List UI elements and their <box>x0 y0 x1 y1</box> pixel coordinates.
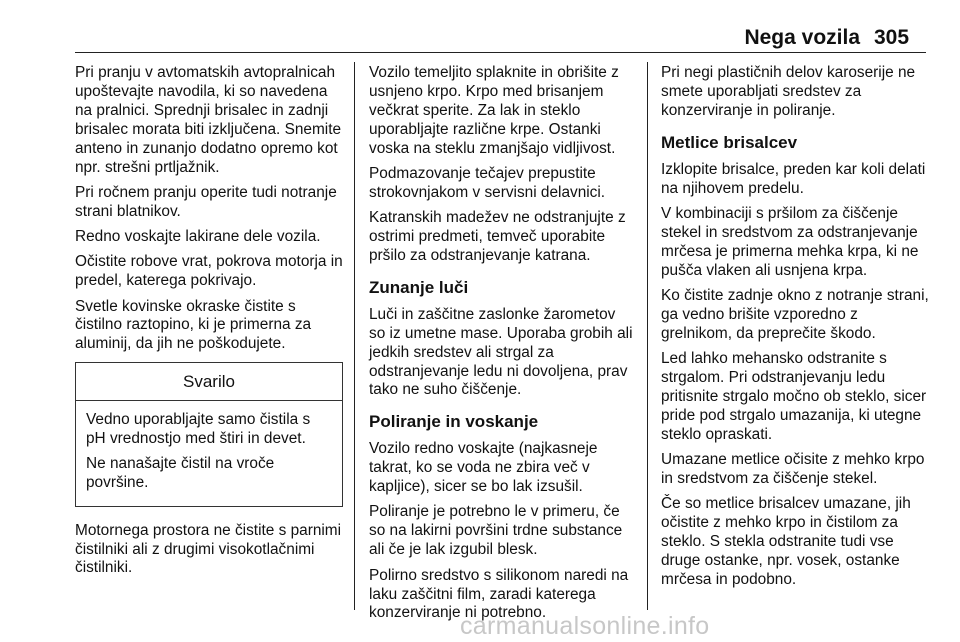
paragraph: Svetle kovinske okraske čistite s čistilno raztopino, ki je primerna za aluminij, da jih ne poškodujete. <box>75 297 312 353</box>
column-1 <box>75 64 343 585</box>
column-divider-1 <box>354 62 355 610</box>
paragraph: Če so metlice brisalcev umazane, jih očistite z mehko krpo in čistilom za steklo. S stekla odstranite tudi vse druge ostanke, npr. vosek, ostanke mrčesa in podobno. <box>661 495 911 588</box>
paragraph: Očistite robove vrat, pokrova motorja in predel, katerega pokrivajo. <box>75 253 343 290</box>
paragraph: Umazane metlice očisite z mehko krpo in sredstvom za čiščenje stekel. <box>661 450 925 487</box>
column-3 <box>661 64 929 596</box>
warning-title: Svarilo <box>76 363 342 401</box>
paragraph: Luči in zaščitne zaslonke žarometov so iz umetne mase. Uporaba grobih ali jedkih sredstev ali strgal za odstranjevanje ledu ni dovoljena, prav tako ne suho čiščenje. <box>369 305 633 399</box>
paragraph: Vozilo redno voskajte (najkasneje takrat, ko se voda ne zbira več v kapljice), sicer se bo lak izsušil. <box>369 440 598 496</box>
paragraph: Pri negi plastičnih delov karoserije ne smete uporabljati sredstev za konzerviranje in poliranje. <box>661 64 916 119</box>
paragraph: Redno voskajte lakirane dele vozila. <box>75 228 321 246</box>
warning-body <box>76 401 342 505</box>
paragraph: Poliranje je potrebno le v primeru, če so na lakirni površini trdne substance ali če je lak izgubil blesk. <box>369 503 623 559</box>
column-2 <box>369 64 635 630</box>
column-divider-2 <box>647 62 648 610</box>
paragraph: Izklopite brisalce, preden kar koli delati na njihovem predelu. <box>661 160 926 197</box>
paragraph: V kombinaciji s pršilom za čiščenje stekel in sredstvom za odstranjevanje mrčesa je primerna mehka krpa, ki ne pušča vlaken ali usnjena krpa. <box>661 204 919 279</box>
page-header <box>0 0 960 50</box>
paragraph: Polirno sredstvo s silikonom naredi na laku zaščitni film, zaradi katerega konzerviranje ni potrebno. <box>369 566 629 622</box>
paragraph: Led lahko mehansko odstranite s strgalom. Pri odstranjevanju ledu pritisnite strgalo močno ob steklo, sicer pride pod strgalo umazanija, ki utegne steklo opraskati. <box>661 350 927 443</box>
header-divider <box>75 52 926 53</box>
paragraph: Vozilo temeljito splaknite in obrišite z usnjeno krpo. Krpo med brisanjem večkrat sperite. Za lak in steklo uporabljajte različne krpe. Ostanki voska na steklu zmanjšajo vidljivost. <box>369 64 619 157</box>
paragraph: Ko čistite zadnje okno z notranje strani, ga vedno brišite vzporedno z grelnikom, da preprečite škodo. <box>661 286 929 342</box>
section-title: Nega vozila <box>744 26 860 49</box>
paragraph: Motornega prostora ne čistite s parnimi čistilniki ali z drugimi visokotlačnimi čistilniki. <box>75 521 342 577</box>
paragraph: Pri pranju v avtomatskih avtopralnicah upoštevajte navodila, ki so navedena na pralnici. Sprednji brisalec in zadnji brisalec morata biti izključena. Snemite anteno in zunanjo dodatno opremo kot npr. strešni prtljažnik. <box>75 64 342 176</box>
section-heading: Poliranje in voskanje <box>369 412 539 432</box>
watermark: carmanualsonline.info <box>460 612 710 640</box>
page-number: 305 <box>874 26 910 49</box>
paragraph: Pri ročnem pranju operite tudi notranje strani blatnikov. <box>75 183 337 220</box>
section-heading: Metlice brisalcev <box>661 132 798 152</box>
section-heading: Zunanje luči <box>369 277 469 297</box>
paragraph: Podmazovanje tečajev prepustite strokovnjakom v servisni delavnici. <box>369 164 606 201</box>
warning-paragraph: Vedno uporabljajte samo čistila s pH vrednostjo med štiri in devet. <box>86 411 311 448</box>
warning-paragraph: Ne nanašajte čistil na vroče površine. <box>86 455 275 492</box>
paragraph: Katranskih madežev ne odstranjujte z ostrimi predmeti, temveč uporabite pršilo za odstranjevanje katrana. <box>369 209 626 264</box>
warning-box <box>75 362 343 506</box>
